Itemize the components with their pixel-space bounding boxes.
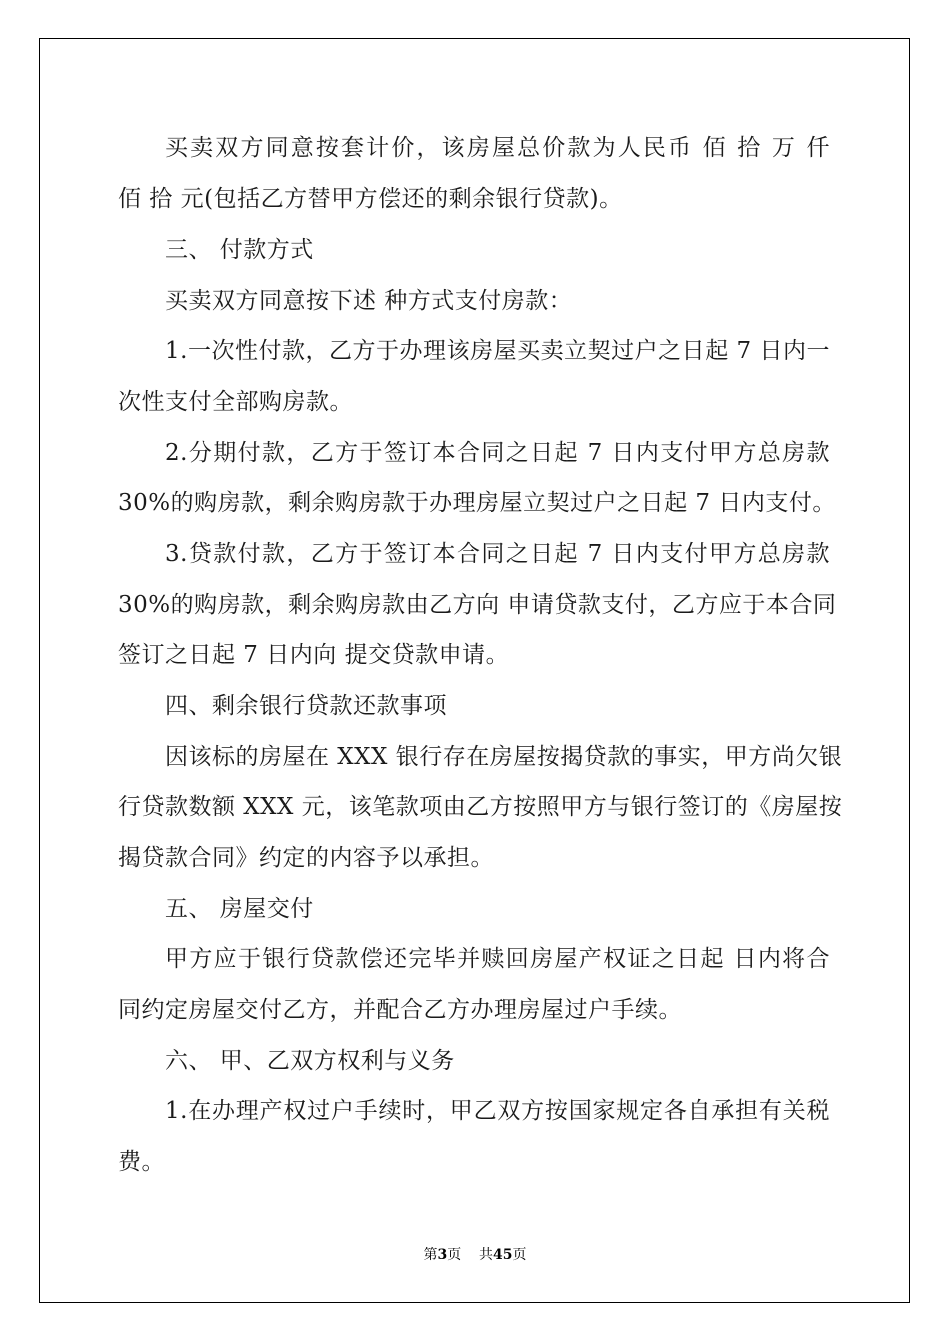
section-heading: 六、 甲、乙双方权利与义务 <box>165 1048 455 1074</box>
page-suffix: 页 <box>447 1247 462 1263</box>
paragraph-line: 30%的购房款，剩余购房款于办理房屋立契过户之日起 7 日内支付。 <box>118 490 836 516</box>
page-number: 3 <box>437 1247 448 1263</box>
paragraph-line: 1.在办理产权过户手续时，甲乙双方按国家规定各自承担有关税 <box>165 1098 830 1124</box>
paragraph-line: 费。 <box>118 1149 165 1175</box>
paragraph-line: 3.贷款付款，乙方于签订本合同之日起 7 日内支付甲方总房款 <box>165 541 830 567</box>
paragraph-line: 30%的购房款，剩余购房款由乙方向 申请贷款支付，乙方应于本合同 <box>118 592 837 618</box>
paragraph-line: 行贷款数额 XXX 元，该笔款项由乙方按照甲方与银行签订的《房屋按 <box>118 794 843 820</box>
paragraph-line: 同约定房屋交付乙方，并配合乙方办理房屋过户手续。 <box>118 997 682 1023</box>
section-heading: 三、 付款方式 <box>165 237 314 263</box>
total-suffix: 页 <box>512 1247 527 1263</box>
paragraph-line: 次性支付全部购房款。 <box>118 389 353 415</box>
paragraph-line: 买卖双方同意按下述 种方式支付房款： <box>165 288 573 314</box>
paragraph-line: 甲方应于银行贷款偿还完毕并赎回房屋产权证之日起 日内将合 <box>165 946 830 972</box>
total-prefix: 共 <box>479 1247 494 1263</box>
paragraph-line: 1.一次性付款，乙方于办理该房屋买卖立契过户之日起 7 日内一 <box>165 338 830 364</box>
paragraph-line: 因该标的房屋在 XXX 银行存在房屋按揭贷款的事实，甲方尚欠银 <box>165 744 843 770</box>
paragraph-line: 签订之日起 7 日内向 提交贷款申请。 <box>118 642 510 668</box>
paragraph-line: 佰 拾 元(包括乙方替甲方偿还的剩余银行贷款)。 <box>118 186 623 212</box>
paragraph-line: 揭贷款合同》约定的内容予以承担。 <box>118 845 494 871</box>
total-pages: 45 <box>493 1247 513 1263</box>
page-prefix: 第 <box>423 1247 438 1263</box>
paragraph-line: 买卖双方同意按套计价，该房屋总价款为人民币 佰 拾 万 仟 <box>165 135 830 161</box>
page-footer <box>0 1244 950 1264</box>
paragraph-line: 2.分期付款，乙方于签订本合同之日起 7 日内支付甲方总房款 <box>165 440 830 466</box>
section-heading: 五、 房屋交付 <box>165 896 314 922</box>
section-heading: 四、剩余银行贷款还款事项 <box>165 693 447 719</box>
